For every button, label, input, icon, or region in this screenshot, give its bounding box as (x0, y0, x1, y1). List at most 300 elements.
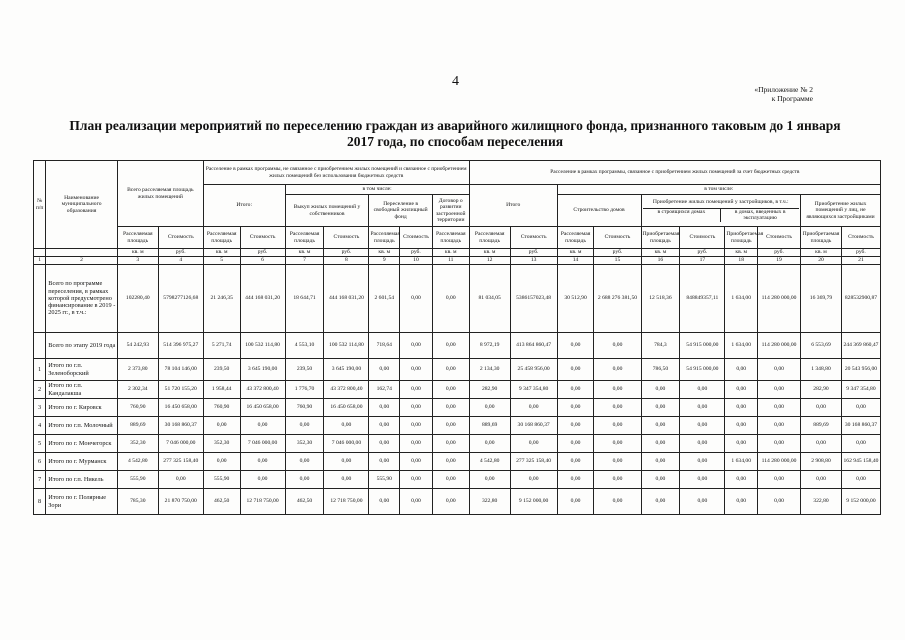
unit-rub: руб. (158, 249, 203, 257)
document-title (40, 118, 870, 149)
table-cell: 760,90 (285, 399, 324, 417)
municipality-name: Итого по г.п. Зеленоборский (46, 359, 118, 381)
row-number (34, 333, 46, 359)
header-purchase-dev-label: Приобретение жилых помещений у застройщиков, в т.ч.: (643, 199, 800, 208)
table-cell: 0,00 (801, 435, 842, 453)
table-cell: 7 046 000,00 (158, 435, 203, 453)
header-dev-contract: Договор о развитии застроенной территории (432, 195, 469, 227)
unit-sq-m: кв. м (557, 249, 594, 257)
table-cell: 848849357,11 (680, 265, 725, 333)
table-cell: 0,00 (557, 381, 594, 399)
table-cell: 0,00 (594, 417, 641, 435)
table-cell: 8 972,19 (469, 333, 510, 359)
table-cell: 0,00 (400, 399, 433, 417)
column-number: 12 (469, 257, 510, 265)
table-cell: 0,00 (432, 489, 469, 515)
column-number: 17 (680, 257, 725, 265)
table-cell: 5798277126,68 (158, 265, 203, 333)
table-cell: 102280,40 (117, 265, 158, 333)
column-number: 21 (841, 257, 880, 265)
table-cell: 352,30 (285, 435, 324, 453)
column-number: 4 (158, 257, 203, 265)
table-row (34, 333, 881, 359)
table-cell: 0,00 (203, 417, 240, 435)
table-cell: 0,00 (725, 381, 758, 399)
table-cell: 1 776,70 (285, 381, 324, 399)
municipality-name: Итого по г.п. Молочный (46, 417, 118, 435)
table-cell: 0,00 (641, 471, 680, 489)
table-cell: 7 046 000,00 (324, 435, 369, 453)
table-cell: 0,00 (400, 453, 433, 471)
table-cell: 2 908,80 (801, 453, 842, 471)
table-cell: 0,00 (557, 435, 594, 453)
table-cell: 0,00 (594, 435, 641, 453)
municipality-name: Итого по г.п. Никель (46, 471, 118, 489)
table-cell: 282,90 (801, 381, 842, 399)
table-cell: 3 645 190,00 (240, 359, 285, 381)
table-cell: 277 325 158,40 (510, 453, 557, 471)
unit-sq-m: кв. м (285, 249, 324, 257)
table-cell: 0,00 (680, 399, 725, 417)
table-cell: 0,00 (510, 471, 557, 489)
table-cell: 2 688 276 381,50 (594, 265, 641, 333)
unit-sq-m: кв. м (641, 249, 680, 257)
sub-resettled-area: Расселяемая площадь (285, 227, 324, 249)
table-cell: 784,3 (641, 333, 680, 359)
table-cell: 1 634,00 (725, 453, 758, 471)
unit-sq-m: кв. м (203, 249, 240, 257)
appendix-line-2: к Программе (771, 93, 813, 103)
table-cell: 277 325 158,40 (158, 453, 203, 471)
table-cell: 0,00 (758, 359, 801, 381)
row-number: 2 (34, 381, 46, 399)
table-cell: 0,00 (641, 453, 680, 471)
header-in-that-b: в том числе: (557, 185, 880, 195)
table-cell: 413 864 860,47 (510, 333, 557, 359)
unit-empty (34, 249, 46, 257)
table-cell: 100 532 114,80 (240, 333, 285, 359)
table-cell: 0,00 (432, 471, 469, 489)
table-cell: 6 553,69 (801, 333, 842, 359)
table-cell: 0,00 (432, 381, 469, 399)
header-name: Наименование муниципального образования (46, 161, 118, 249)
municipality-name: Всего по этапу 2019 года (46, 333, 118, 359)
table-cell: 2 373,80 (117, 359, 158, 381)
table-row (34, 471, 881, 489)
sub-resettled-area: Расселяемая площадь (117, 227, 158, 249)
column-number: 7 (285, 257, 324, 265)
table-cell: 4 553,10 (285, 333, 324, 359)
column-number: 6 (240, 257, 285, 265)
table-cell: 352,30 (203, 435, 240, 453)
table-cell: 0,00 (641, 381, 680, 399)
table-cell: 444 168 031,20 (324, 265, 369, 333)
table-cell: 51 720 155,20 (158, 381, 203, 399)
table-cell: 0,00 (369, 417, 400, 435)
table-cell: 352,30 (117, 435, 158, 453)
table-cell: 0,00 (725, 417, 758, 435)
table-cell: 0,00 (400, 471, 433, 489)
sub-resettled-area: Расселяемая площадь (432, 227, 469, 249)
sub-cost: Стоимость (400, 227, 433, 249)
table-cell: 18 644,71 (285, 265, 324, 333)
appendix-note (754, 86, 813, 103)
table-cell: 0,00 (725, 471, 758, 489)
table-cell: 0,00 (324, 453, 369, 471)
table-cell: 5 271,74 (203, 333, 240, 359)
table-cell: 0,00 (841, 399, 880, 417)
table-row (34, 381, 881, 399)
table-cell: 9 152 000,00 (510, 489, 557, 515)
title-line-2: 2017 года, по способам переселения (346, 133, 564, 149)
unit-sq-m: кв. м (725, 249, 758, 257)
table-cell: 21 870 750,00 (158, 489, 203, 515)
table-cell: 7 046 000,00 (240, 435, 285, 453)
table-cell: 0,00 (680, 489, 725, 515)
sub-acquired-area: Приобретаемая площадь (801, 227, 842, 249)
table-cell: 889,69 (117, 417, 158, 435)
table-cell: 282,90 (469, 381, 510, 399)
column-number: 20 (801, 257, 842, 265)
table-cell: 0,00 (801, 399, 842, 417)
column-number: 3 (117, 257, 158, 265)
table-cell: 0,00 (510, 399, 557, 417)
table-cell: 4 542,80 (469, 453, 510, 471)
table-cell: 828532900,87 (841, 265, 880, 333)
table-cell: 555,90 (117, 471, 158, 489)
table-cell: 12 518,36 (641, 265, 680, 333)
header-itogo-b: Итого (469, 185, 557, 227)
table-cell: 0,00 (510, 435, 557, 453)
table-cell: 444 168 031,20 (240, 265, 285, 333)
table-cell: 78 104 146,00 (158, 359, 203, 381)
table-cell: 1 634,00 (725, 333, 758, 359)
municipality-name: Итого по г. Полярные Зори (46, 489, 118, 515)
table-cell: 0,00 (469, 399, 510, 417)
table-cell: 1 634,00 (725, 265, 758, 333)
header-purchase-dev (641, 195, 801, 227)
unit-rub: руб. (758, 249, 801, 257)
table-cell: 0,00 (324, 417, 369, 435)
table-cell: 0,00 (400, 381, 433, 399)
table-cell: 0,00 (432, 265, 469, 333)
table-cell: 30 168 860,37 (841, 417, 880, 435)
row-number (34, 265, 46, 333)
municipality-name: Всего по программе переселения, в рамках которой предусмотрено финансирование в 2019 - 2025 гг., в т.ч.: (46, 265, 118, 333)
table-cell: 2 134,30 (469, 359, 510, 381)
header-buyout: Выкуп жилых помещений у собственников (285, 195, 369, 227)
unit-rub: руб. (594, 249, 641, 257)
table-cell: 239,50 (285, 359, 324, 381)
table-cell: 0,00 (594, 489, 641, 515)
table-cell: 0,00 (758, 381, 801, 399)
table-cell: 760,90 (203, 399, 240, 417)
table-cell: 718,64 (369, 333, 400, 359)
unit-rub: руб. (400, 249, 433, 257)
table-cell: 162,74 (369, 381, 400, 399)
sub-acquired-area: Приобретаемая площадь (641, 227, 680, 249)
unit-rub: руб. (841, 249, 880, 257)
table-cell: 0,00 (432, 453, 469, 471)
sub-resettled-area: Расселяемая площадь (203, 227, 240, 249)
table-cell: 43 372 800,40 (240, 381, 285, 399)
table-cell: 0,00 (469, 435, 510, 453)
table-cell: 0,00 (594, 359, 641, 381)
header-free-fund: Переселение в свободный жилищный фонд (369, 195, 432, 227)
unit-sq-m: кв. м (801, 249, 842, 257)
unit-rub: руб. (240, 249, 285, 257)
table-row (34, 399, 881, 417)
table-cell: 0,00 (841, 471, 880, 489)
table-cell: 162 945 158,40 (841, 453, 880, 471)
table-cell: 12 718 750,00 (240, 489, 285, 515)
sub-cost: Стоимость (158, 227, 203, 249)
table-cell: 0,00 (432, 435, 469, 453)
table-cell: 0,00 (758, 489, 801, 515)
table-cell: 0,00 (641, 435, 680, 453)
header-in-built: в домах, введенных в эксплуатацию (734, 208, 786, 222)
table-cell: 0,00 (557, 417, 594, 435)
header-in-that-a: в том числе: (285, 185, 469, 195)
table-cell: 20 543 956,00 (841, 359, 880, 381)
table-cell: 0,00 (641, 417, 680, 435)
column-number: 16 (641, 257, 680, 265)
table-cell: 0,00 (594, 381, 641, 399)
table-cell: 0,00 (725, 489, 758, 515)
table-cell: 0,00 (369, 435, 400, 453)
table-cell: 30 512,90 (557, 265, 594, 333)
column-number: 15 (594, 257, 641, 265)
table-cell: 0,00 (594, 399, 641, 417)
appendix-line-1: «Приложение № 2 (754, 85, 813, 94)
table-cell: 9 347 354,80 (510, 381, 557, 399)
table-cell: 54 915 000,00 (680, 333, 725, 359)
municipality-name: Итого по г. Мурманск (46, 453, 118, 471)
table-cell: 0,00 (841, 435, 880, 453)
table-cell: 0,00 (801, 471, 842, 489)
table-row (34, 489, 881, 515)
table-cell: 0,00 (203, 453, 240, 471)
table-cell: 0,00 (285, 453, 324, 471)
table-cell: 0,00 (240, 471, 285, 489)
table-cell: 1 348,80 (801, 359, 842, 381)
column-number: 19 (758, 257, 801, 265)
table-cell: 0,00 (758, 417, 801, 435)
column-number: 1 (34, 257, 46, 265)
table-cell: 0,00 (594, 333, 641, 359)
column-number: 13 (510, 257, 557, 265)
header-group-a: Расселение в рамках программы, не связанное с приобретением жилых помещений и связанное с приобретением жилых помещений без использования бюджетных средств (203, 161, 469, 185)
table-cell: 0,00 (680, 417, 725, 435)
municipality-name: Итого по г. Мончегорск (46, 435, 118, 453)
table-cell: 462,50 (285, 489, 324, 515)
sub-resettled-area: Расселяемая площадь (369, 227, 400, 249)
table-cell: 1 958,44 (203, 381, 240, 399)
sub-acquired-area: Приобретаемая площадь (725, 227, 758, 249)
table-cell: 43 372 800,40 (324, 381, 369, 399)
header-itogo-a: Итого: (203, 185, 285, 227)
table-row (34, 435, 881, 453)
table-cell: 0,00 (400, 333, 433, 359)
unit-sq-m: кв. м (432, 249, 469, 257)
unit-rub: руб. (680, 249, 725, 257)
header-in-building: в строящихся домах (643, 209, 722, 222)
table-cell: 100 532 114,80 (324, 333, 369, 359)
table-cell: 0,00 (240, 417, 285, 435)
table-cell: 0,00 (725, 359, 758, 381)
table-cell: 785,30 (117, 489, 158, 515)
table-cell: 2 601,54 (369, 265, 400, 333)
sub-resettled-area: Расселяемая площадь (557, 227, 594, 249)
row-number: 1 (34, 359, 46, 381)
unit-sq-m: кв. м (469, 249, 510, 257)
unit-rub: руб. (324, 249, 369, 257)
table-cell: 4 542,80 (117, 453, 158, 471)
table-cell: 0,00 (240, 453, 285, 471)
table-cell: 0,00 (369, 453, 400, 471)
table-cell: 0,00 (400, 265, 433, 333)
sub-cost: Стоимость (758, 227, 801, 249)
table-cell: 0,00 (680, 435, 725, 453)
unit-sq-m: кв. м (369, 249, 400, 257)
table-cell: 30 168 860,37 (158, 417, 203, 435)
table-cell: 0,00 (557, 399, 594, 417)
table-cell: 0,00 (557, 489, 594, 515)
table-cell: 0,00 (158, 471, 203, 489)
sub-cost: Стоимость (240, 227, 285, 249)
table-cell: 9 152 000,00 (841, 489, 880, 515)
table-cell: 555,90 (203, 471, 240, 489)
table-cell: 0,00 (758, 399, 801, 417)
table-cell: 54 915 000,00 (680, 359, 725, 381)
table-cell: 0,00 (400, 417, 433, 435)
header-construction: Строительство домов (557, 195, 641, 227)
header-num: № п/п (34, 161, 46, 249)
table-cell: 0,00 (557, 359, 594, 381)
table-cell: 0,00 (557, 471, 594, 489)
table-cell: 0,00 (432, 399, 469, 417)
column-number: 5 (203, 257, 240, 265)
table-cell: 322,80 (801, 489, 842, 515)
column-number: 2 (46, 257, 118, 265)
table-cell: 760,90 (117, 399, 158, 417)
table-row (34, 417, 881, 435)
resettlement-plan-table (33, 160, 881, 515)
table-cell: 25 458 956,00 (510, 359, 557, 381)
table-cell: 9 347 354,80 (841, 381, 880, 399)
table-cell: 0,00 (557, 333, 594, 359)
sub-cost: Стоимость (324, 227, 369, 249)
table-cell: 0,00 (758, 435, 801, 453)
table-cell: 0,00 (680, 471, 725, 489)
sub-cost: Стоимость (594, 227, 641, 249)
table-body (34, 265, 881, 515)
table-cell: 555,90 (369, 471, 400, 489)
table-cell: 12 718 750,00 (324, 489, 369, 515)
row-number: 5 (34, 435, 46, 453)
table-cell: 0,00 (400, 435, 433, 453)
table-cell: 54 242,93 (117, 333, 158, 359)
table-cell: 5386157023,48 (510, 265, 557, 333)
header-group-b: Расселение в рамках программы, связанное с приобретением жилых помещений за счет бюджетных средств (469, 161, 880, 185)
unit-empty (46, 249, 118, 257)
column-number-row (34, 257, 881, 265)
table-row (34, 453, 881, 471)
table-cell: 81 034,05 (469, 265, 510, 333)
row-number: 7 (34, 471, 46, 489)
table-cell: 0,00 (400, 489, 433, 515)
table-cell: 0,00 (680, 453, 725, 471)
sub-cost: Стоимость (510, 227, 557, 249)
table-cell: 0,00 (680, 381, 725, 399)
table-cell: 30 168 860,37 (510, 417, 557, 435)
page-number: 4 (452, 74, 459, 89)
table-cell: 0,00 (641, 399, 680, 417)
sub-cost: Стоимость (841, 227, 880, 249)
table-cell: 786,50 (641, 359, 680, 381)
table-cell: 0,00 (641, 489, 680, 515)
table-cell: 114 280 000,00 (758, 333, 801, 359)
table-cell: 0,00 (725, 435, 758, 453)
row-number: 8 (34, 489, 46, 515)
header-total-area: Всего расселяемая площадь жилых помещений (117, 161, 203, 227)
column-number: 8 (324, 257, 369, 265)
row-number: 4 (34, 417, 46, 435)
table-cell: 21 246,35 (203, 265, 240, 333)
unit-rub: руб. (510, 249, 557, 257)
unit-sq-m: кв. м (117, 249, 158, 257)
table-cell: 0,00 (594, 453, 641, 471)
table-cell: 16 450 658,00 (324, 399, 369, 417)
table-row (34, 265, 881, 333)
row-number: 3 (34, 399, 46, 417)
table-cell: 0,00 (324, 471, 369, 489)
table-cell: 0,00 (469, 471, 510, 489)
column-number: 9 (369, 257, 400, 265)
sub-cost: Стоимость (680, 227, 725, 249)
table-cell: 0,00 (285, 471, 324, 489)
table-cell: 0,00 (369, 489, 400, 515)
table-cell: 239,50 (203, 359, 240, 381)
municipality-name: Итого по г.п. Кандалакша (46, 381, 118, 399)
table-cell: 244 369 860,47 (841, 333, 880, 359)
table-cell: 0,00 (594, 471, 641, 489)
title-line-1: План реализации мероприятий по переселению граждан из аварийного жилищного фонда, признанного таковым до 1 января (69, 118, 841, 133)
table-cell: 114 280 000,00 (758, 453, 801, 471)
table-cell: 0,00 (369, 399, 400, 417)
table-cell: 3 645 190,00 (324, 359, 369, 381)
table-cell: 0,00 (400, 359, 433, 381)
municipality-name: Итого по г. Кировск (46, 399, 118, 417)
table-cell: 0,00 (557, 453, 594, 471)
column-number: 14 (557, 257, 594, 265)
table-cell: 322,80 (469, 489, 510, 515)
table-cell: 0,00 (432, 417, 469, 435)
table-cell: 16 450 658,00 (240, 399, 285, 417)
column-number: 18 (725, 257, 758, 265)
table-row (34, 359, 881, 381)
table-cell: 0,00 (285, 417, 324, 435)
table-cell: 16 450 658,00 (158, 399, 203, 417)
table-cell: 0,00 (758, 471, 801, 489)
table-cell: 0,00 (432, 359, 469, 381)
table-cell: 0,00 (369, 359, 400, 381)
header-purchase-other: Приобретение жилых помещений у лиц, не являющихся застройщиками (801, 195, 881, 227)
table-cell: 889,69 (469, 417, 510, 435)
table-cell: 2 302,34 (117, 381, 158, 399)
table-cell: 0,00 (432, 333, 469, 359)
table-cell: 0,00 (725, 399, 758, 417)
